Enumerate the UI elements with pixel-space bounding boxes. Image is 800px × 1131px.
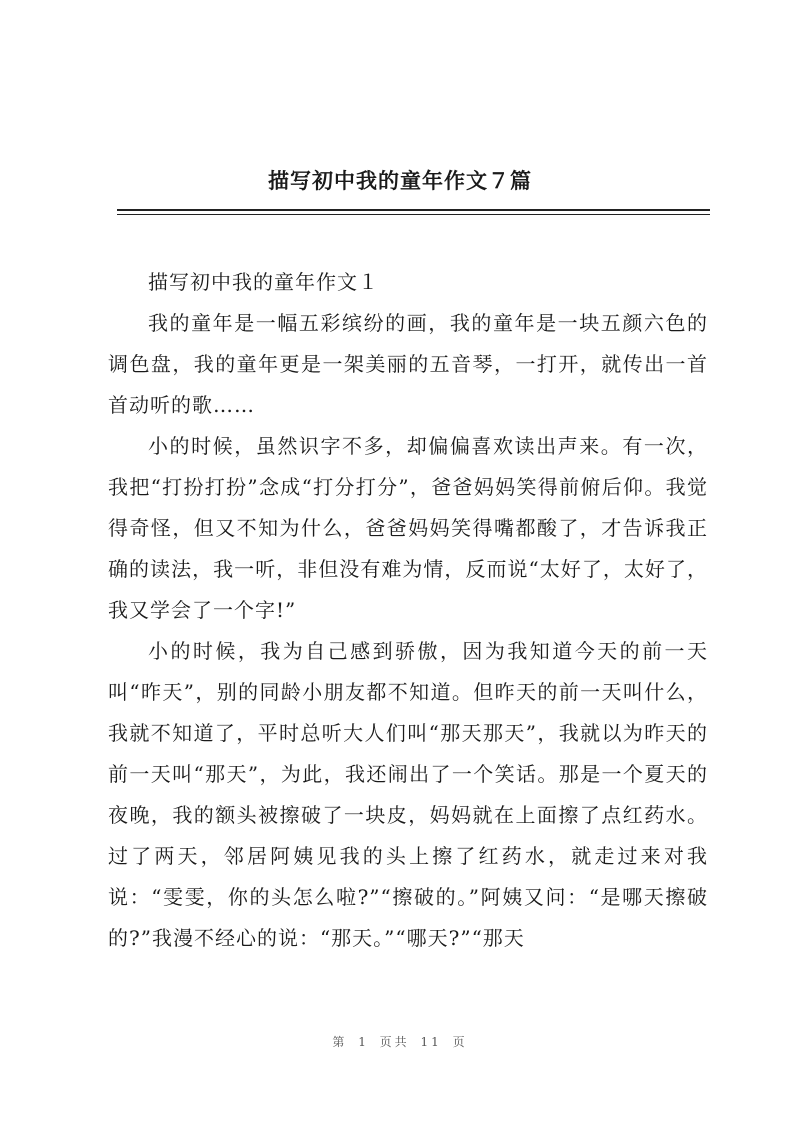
footer-page-number: 1 (358, 1035, 369, 1049)
paragraph: 小的时候，虽然识字不多，却偏偏喜欢读出声来。有一次，我把“打扮打扮”念成“打分打分”，爸爸妈妈笑得前俯后仰。我觉得奇怪，但又不知为什么，爸爸妈妈笑得嘴都酸了，才告诉我正确的读法，我一听，非但没有难为情，反而说“太好了，太好了，我又学会了一个字!” (108, 434, 708, 622)
document-body (108, 262, 708, 959)
title-divider (117, 209, 710, 211)
paragraph: 小的时候，我为自己感到骄傲，因为我知道今天的前一天叫“昨天”，别的同龄小朋友都不知道。但昨天的前一天叫什么，我就不知道了，平时总听大人们叫“那天那天”，我就以为昨天的前一天叫“那天”，为此，我还闹出了一个笑话。那是一个夏天的夜晚，我的额头被擦破了一块皮，妈妈就在上面擦了点红药水。过了两天，邻居阿姨见我的头上擦了红药水，就走过来对我说：“雯雯，你的头怎么啦?”“擦破的。”阿姨又问：“是哪天擦破的?”我漫不经心的说：“那天。”“哪天?”“那天 (108, 639, 708, 950)
paragraph: 我的童年是一幅五彩缤纷的画，我的童年是一块五颜六色的调色盘，我的童年更是一架美丽的五音琴，一打开，就传出一首首动听的歌…… (108, 311, 708, 417)
page-footer (0, 1033, 800, 1050)
footer-page-suffix: 页共 (379, 1035, 410, 1049)
footer-total-pages: 11 (420, 1035, 442, 1049)
section-heading: 描写初中我的童年作文１ (148, 270, 379, 294)
footer-total-suffix: 页 (452, 1035, 468, 1049)
footer-page-label: 第 (332, 1035, 348, 1049)
document-title: 描写初中我的童年作文７篇 (268, 168, 532, 193)
title-divider-thin (117, 214, 710, 215)
